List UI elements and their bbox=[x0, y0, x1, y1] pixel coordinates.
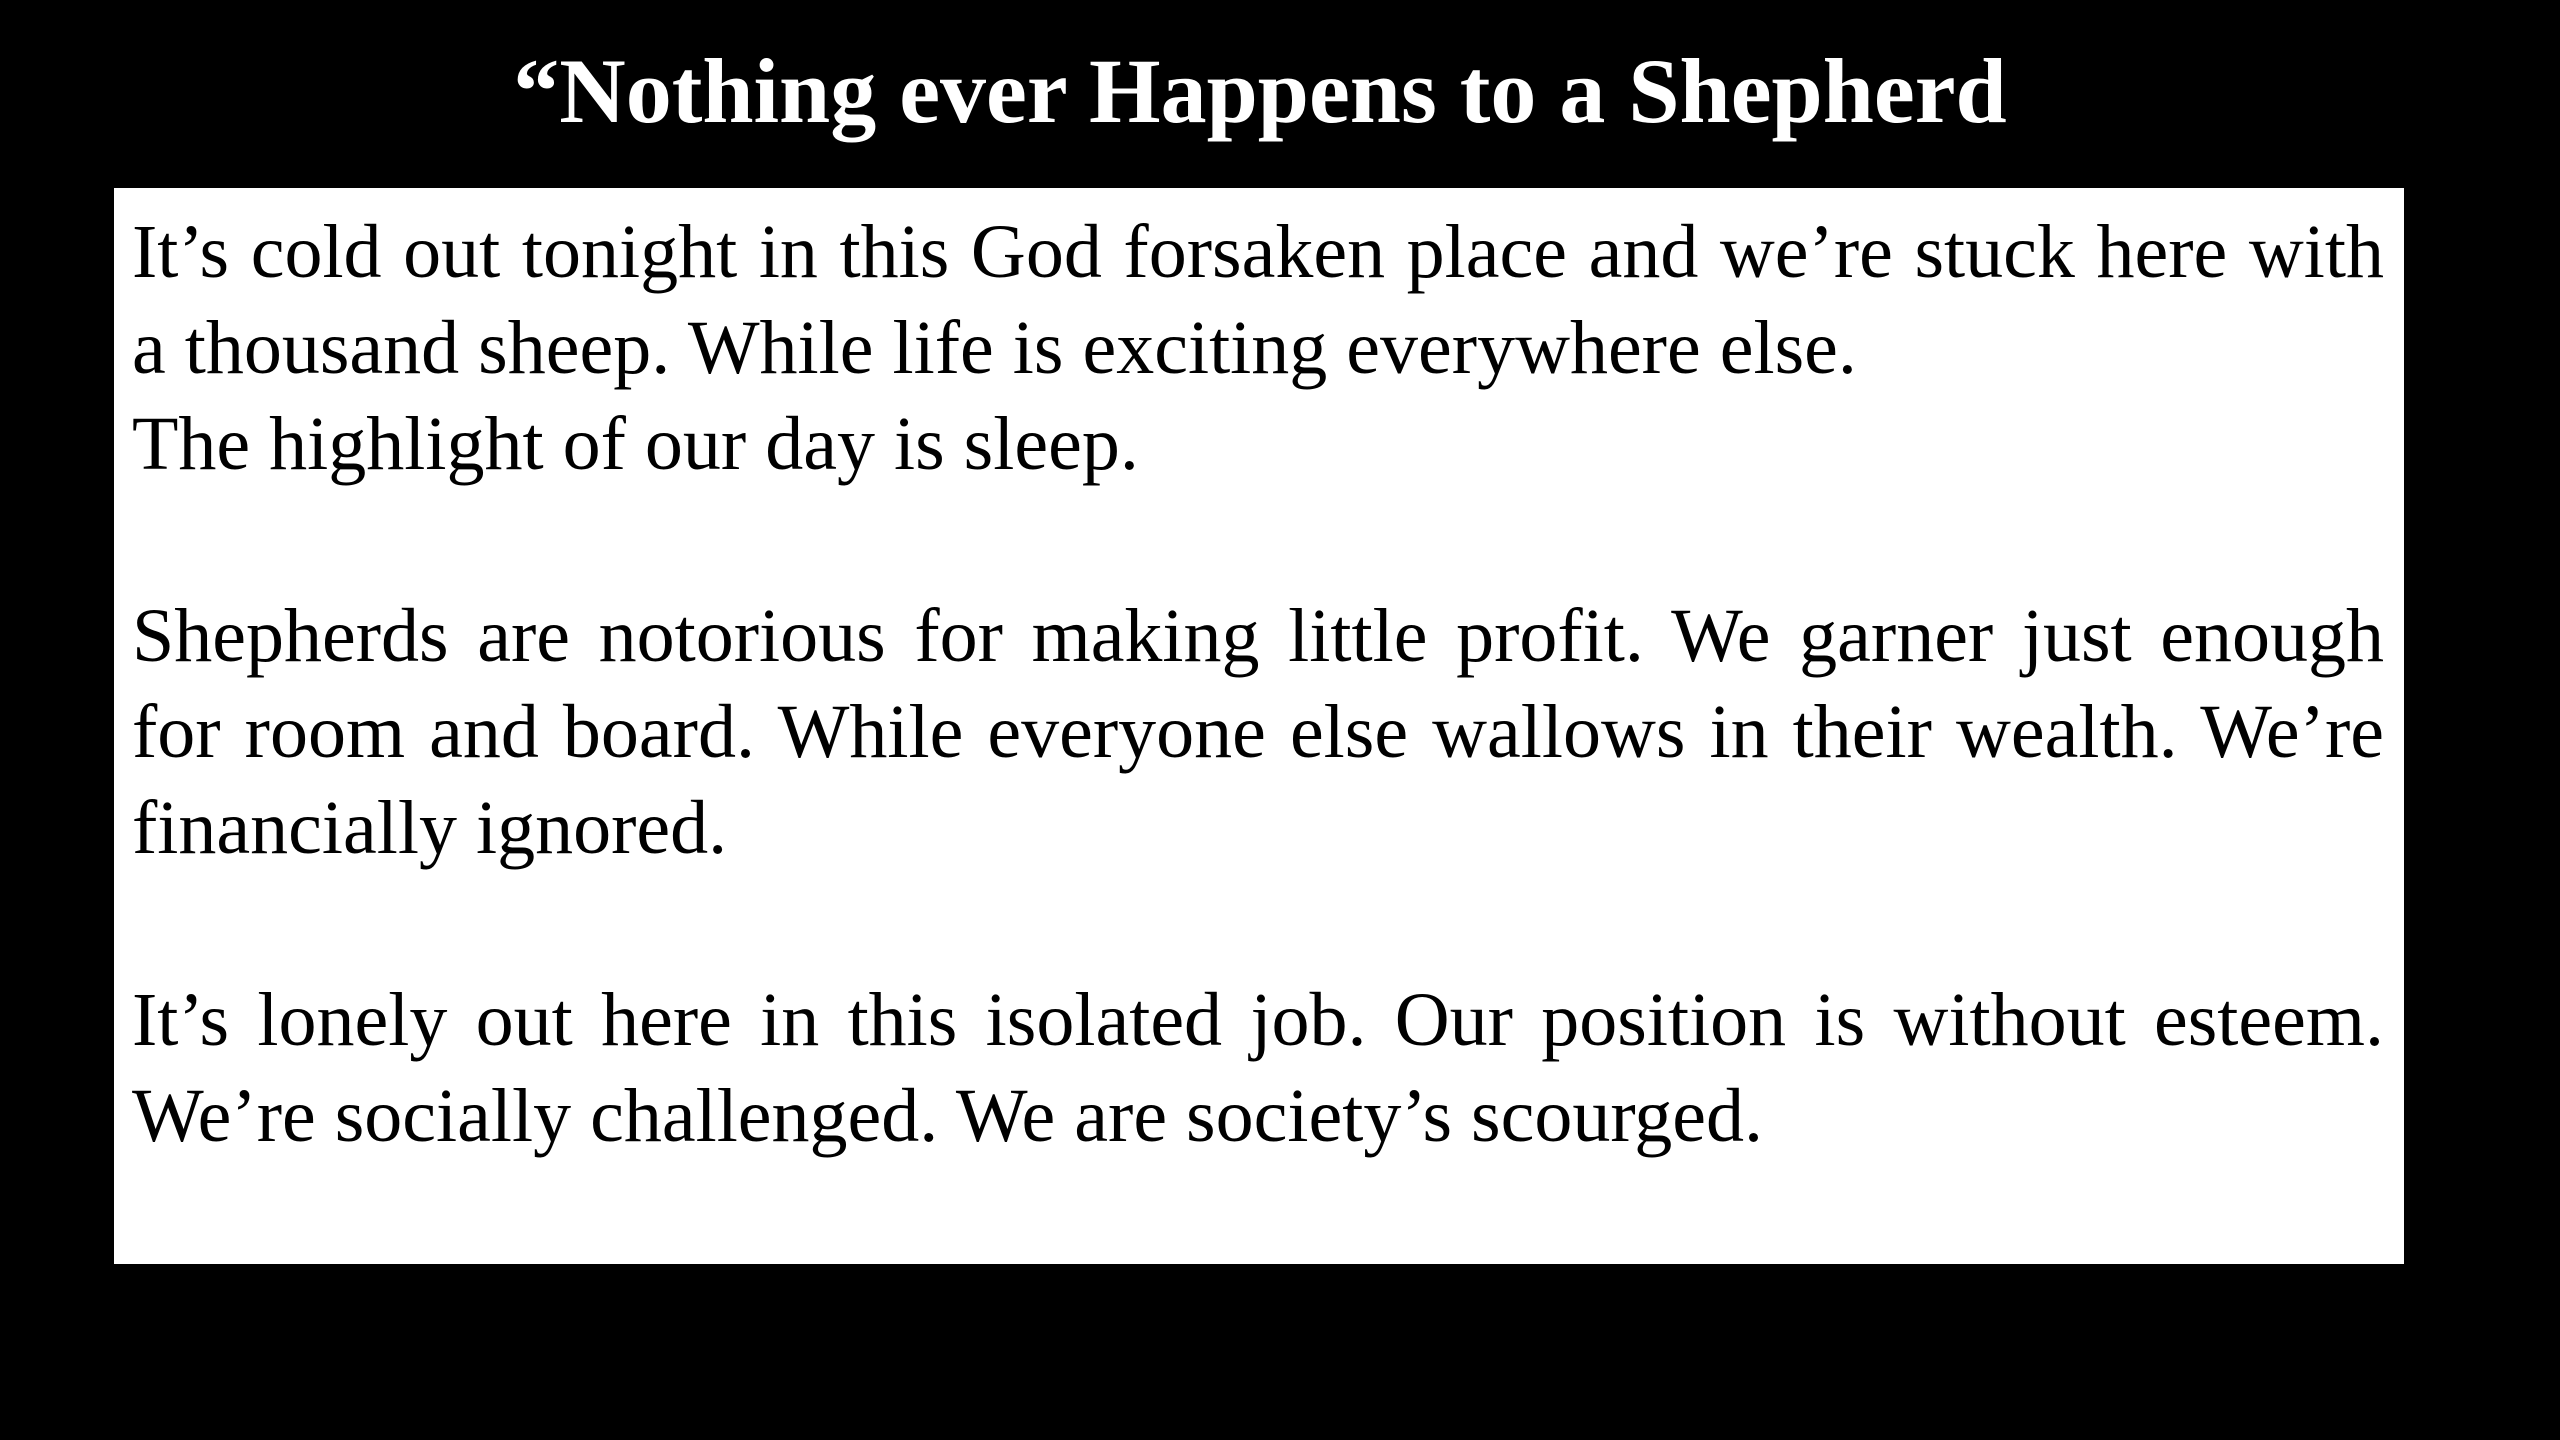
paragraph-1-line-2: The highlight of our day is sleep. bbox=[132, 402, 1139, 486]
paragraph-1 bbox=[132, 204, 2384, 492]
paragraph-2: Shepherds are notorious for making little profit. We garner just enough for room and board. While everyone else wallows in their wealth. We’re financially ignored. bbox=[132, 594, 2384, 870]
slide-title: “Nothing ever Happens to a Shepherd bbox=[513, 40, 2007, 142]
text-box bbox=[114, 188, 2404, 1264]
paragraph-1-text: It’s cold out tonight in this God forsaken place and we’re stuck here with a thousand sheep. While life is exciting everywhere else. bbox=[132, 210, 2384, 390]
paragraph-3: It’s lonely out here in this isolated job. Our position is without esteem. We’re socially challenged. We are society’s scourged. bbox=[132, 978, 2384, 1158]
